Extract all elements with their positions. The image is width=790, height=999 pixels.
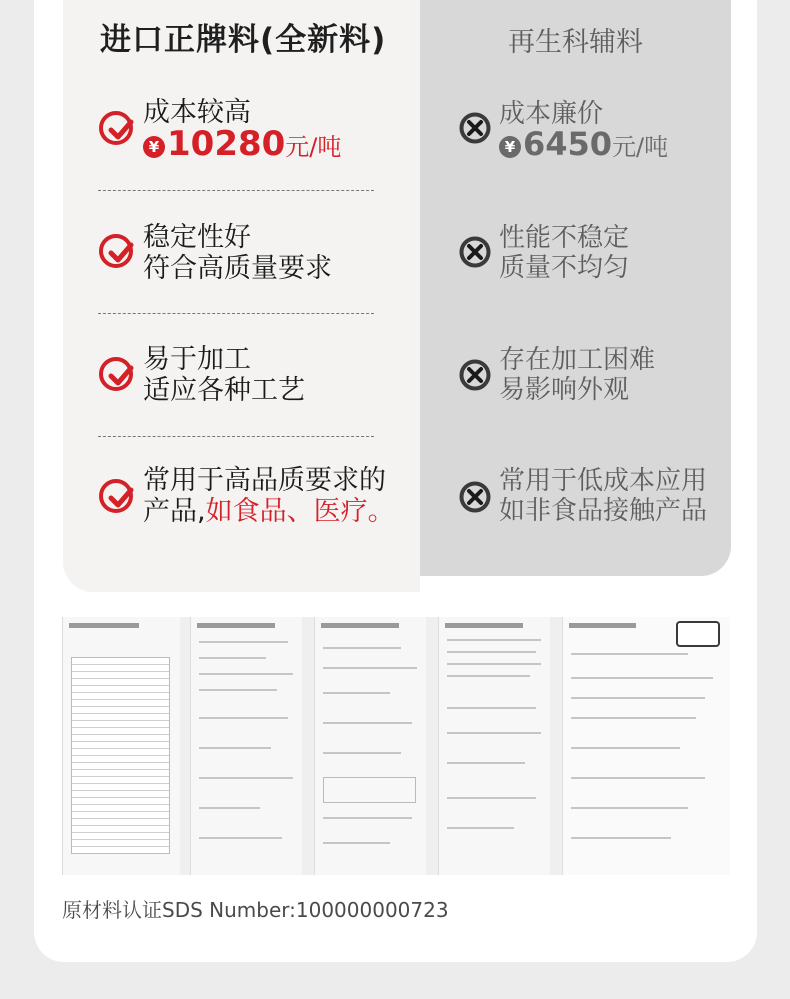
check-circle-icon bbox=[99, 234, 133, 268]
recycled-price bbox=[499, 125, 669, 163]
sds-number-caption: 原材料认证SDS Number:100000000723 bbox=[62, 898, 449, 922]
non-food-label: 如非食品接触产品 bbox=[499, 496, 708, 526]
cross-circle-icon bbox=[459, 236, 491, 268]
divider bbox=[98, 313, 374, 314]
sds-page-thumbnail bbox=[562, 617, 730, 875]
virgin-price-unit: 元/吨 bbox=[285, 133, 342, 161]
sds-page-thumbnail bbox=[190, 617, 302, 875]
virgin-price-value: 10280 bbox=[167, 124, 286, 164]
sds-certificate-strip bbox=[62, 617, 730, 875]
cross-circle-icon bbox=[459, 481, 491, 513]
recycled-price-unit: 元/吨 bbox=[612, 133, 669, 161]
virgin-price bbox=[143, 124, 342, 164]
cost-low-label: 成本廉价 bbox=[499, 99, 604, 129]
appearance-label: 易影响外观 bbox=[499, 375, 630, 405]
high-quality-products-label bbox=[143, 496, 395, 528]
cross-circle-icon bbox=[459, 112, 491, 144]
stability-label: 稳定性好 bbox=[143, 222, 251, 253]
cost-high-label: 成本较高 bbox=[143, 97, 251, 128]
virgin-material-title: 进口正牌料(全新料) bbox=[100, 22, 387, 58]
recycled-price-value: 6450 bbox=[523, 125, 613, 163]
uneven-quality-label: 质量不均匀 bbox=[499, 253, 630, 283]
sds-page-thumbnail bbox=[314, 617, 426, 875]
recycled-material-title: 再生科辅料 bbox=[508, 27, 643, 58]
quality-label: 符合高质量要求 bbox=[143, 253, 332, 284]
yen-icon: ¥ bbox=[499, 136, 521, 158]
yen-icon: ¥ bbox=[143, 136, 165, 158]
divider bbox=[98, 436, 374, 437]
products-text: 产品, bbox=[143, 496, 206, 527]
low-cost-use-label: 常用于低成本应用 bbox=[499, 466, 708, 496]
sds-page-thumbnail bbox=[62, 617, 180, 875]
easy-processing-label: 易于加工 bbox=[143, 344, 251, 375]
process-adapt-label: 适应各种工艺 bbox=[143, 375, 305, 406]
check-circle-icon bbox=[99, 111, 133, 145]
check-circle-icon bbox=[99, 479, 133, 513]
cross-circle-icon bbox=[459, 359, 491, 391]
food-medical-text: 如食品、医疗。 bbox=[205, 496, 395, 527]
processing-difficulty-label: 存在加工困难 bbox=[499, 345, 656, 375]
company-logo bbox=[676, 621, 720, 647]
divider bbox=[98, 190, 374, 191]
unstable-label: 性能不稳定 bbox=[499, 223, 630, 253]
check-circle-icon bbox=[99, 357, 133, 391]
sds-page-thumbnail bbox=[438, 617, 550, 875]
high-quality-use-label: 常用于高品质要求的 bbox=[143, 465, 386, 496]
